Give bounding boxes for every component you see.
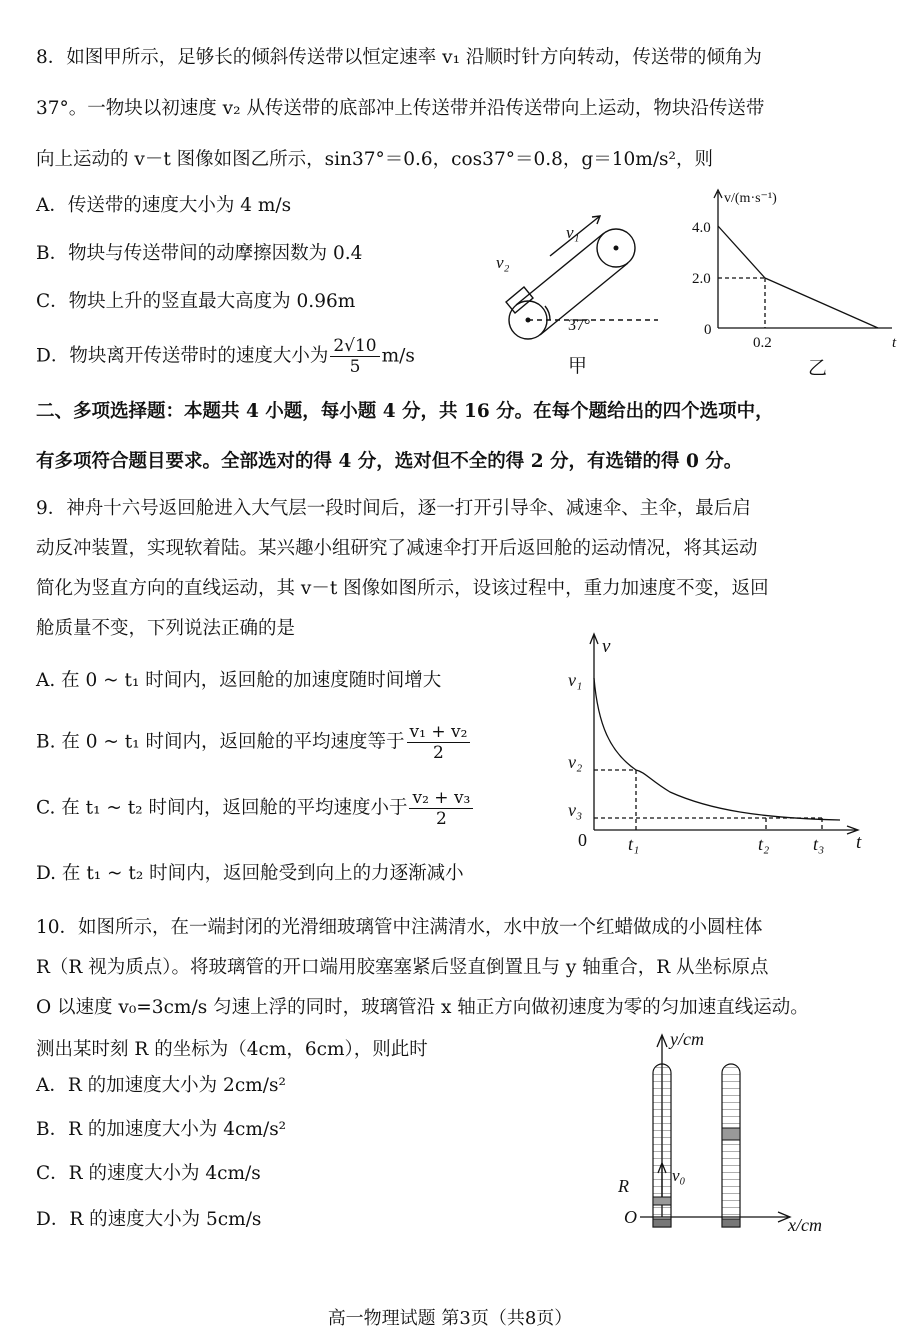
q9-stem-line-4: 舱质量不变，下列说法正确的是 [36, 618, 296, 639]
q8-jia-v1-label: v₁ [566, 223, 580, 242]
q9-stem-line-1: 9．神舟十六号返回舱进入大气层一段时间后，逐一打开引导伞、减速伞、主伞，最后启 [36, 498, 751, 519]
q9-option-b-numerator: v₁ + v₂ [407, 722, 471, 743]
q8-stem-line-3: 向上运动的 v－t 图像如图乙所示，sin37°＝0.6，cos37°＝0.8，g＝10m/s²，则 [36, 149, 713, 170]
q10-option-c: C．R 的速度大小为 4cm/s [36, 1163, 261, 1184]
q10-v0-label: v₀ [672, 1166, 686, 1185]
q10-r-label: R [618, 1176, 629, 1196]
q9-vt-graph [560, 630, 870, 860]
q9-option-c-fraction [409, 788, 473, 829]
q9-graph-ylabel: v [602, 636, 611, 657]
q8-yi-origin: 0 [704, 322, 712, 338]
section2-line-1: 二、多项选择题：本题共 4 小题，每小题 4 分，共 16 分。在每个题给出的四个选项中， [36, 401, 774, 422]
q10-option-b: B．R 的加速度大小为 4cm/s² [36, 1119, 287, 1140]
q9-graph-ytick-v2: v₂ [568, 752, 583, 772]
q10-option-a: A．R 的加速度大小为 2cm/s² [36, 1075, 286, 1096]
q10-tube-figure [610, 1025, 850, 1240]
q9-option-b [36, 722, 472, 763]
q8-jia-caption: 甲 [568, 356, 588, 377]
q9-graph-xtick-t2: t₂ [758, 834, 770, 854]
q10-stem-line-3: O 以速度 v₀=3cm/s 匀速上浮的同时，玻璃管沿 x 轴正方向做初速度为零的匀加速直线运动。 [36, 997, 809, 1018]
q8-option-d-unit: m/s [381, 345, 415, 367]
page-footer: 高一物理试题 第3页（共8页） [327, 1308, 573, 1329]
q9-option-d: D. 在 t₁ ~ t₂ 时间内，返回舱受到向上的力逐渐减小 [36, 863, 464, 884]
q9-graph-xtick-t3: t₃ [813, 834, 825, 854]
q8-option-d-fraction [330, 336, 379, 377]
q8-option-d-denominator: 5 [349, 357, 361, 377]
q9-option-a: A. 在 0 ~ t₁ 时间内，返回舱的加速度随时间增大 [36, 670, 442, 691]
q9-stem-line-3: 简化为竖直方向的直线运动，其 v－t 图像如图所示，设该过程中，重力加速度不变，返回 [36, 578, 769, 599]
q9-option-c-prefix: C. 在 t₁ ~ t₂ 时间内，返回舱的平均速度小于 [36, 797, 408, 819]
q9-graph-xlabel: t [856, 832, 862, 853]
q8-stem-line-2: 37°。一物块以初速度 v₂ 从传送带的底部冲上传送带并沿传送带向上运动，物块沿传送带 [36, 98, 765, 119]
q9-option-b-prefix: B. 在 0 ~ t₁ 时间内，返回舱的平均速度等于 [36, 731, 405, 753]
q8-option-d [36, 336, 415, 377]
q9-stem-line-2: 动反冲装置，实现软着陆。某兴趣小组研究了减速伞打开后返回舱的运动情况，将其运动 [36, 538, 758, 559]
right-glass-tube [722, 1064, 740, 1227]
q9-graph-ytick-v3: v₃ [568, 800, 583, 820]
q9-graph-ytick-v1: v₁ [568, 670, 583, 690]
q8-figure-jia [488, 212, 668, 382]
q10-origin-label: O [624, 1207, 637, 1227]
q8-jia-v2-label: v₂ [496, 253, 510, 272]
q10-ylabel: y/cm [670, 1029, 704, 1049]
q10-stem-line-2: R（R 视为质点）。将玻璃管的开口端用胶塞塞紧后竖直倒置且与 y 轴重合，R 从坐标原点 [36, 957, 769, 978]
q8-yi-ytick-2: 2.0 [692, 271, 711, 287]
q10-stem-line-4: 测出某时刻 R 的坐标为（4cm，6cm），则此时 [36, 1039, 428, 1060]
q9-option-c-numerator: v₂ + v₃ [409, 788, 473, 809]
q8-option-d-prefix: D．物块离开传送带时的速度大小为 [36, 345, 329, 367]
q8-option-a: A．传送带的速度大小为 4 m/s [36, 195, 292, 216]
q8-yi-xlabel: t [892, 335, 897, 351]
q10-option-d: D．R 的速度大小为 5cm/s [36, 1209, 262, 1230]
q8-stem-line-1: 8．如图甲所示，足够长的倾斜传送带以恒定速率 v₁ 沿顺时针方向转动，传送带的倾角为 [36, 47, 762, 68]
q8-yi-caption: 乙 [808, 358, 828, 379]
q8-option-b: B．物块与传送带间的动摩擦因数为 0.4 [36, 243, 363, 264]
q9-option-c-denominator: 2 [436, 809, 447, 829]
q10-xlabel: x/cm [788, 1215, 822, 1235]
q8-yi-ylabel: v/(m·s⁻¹) [724, 191, 777, 206]
q9-option-b-fraction [407, 722, 471, 763]
q10-stem-line-1: 10．如图所示，在一端封闭的光滑细玻璃管中注满清水，水中放一个红蜡做成的小圆柱体 [36, 917, 763, 938]
q8-yi-ytick-4: 4.0 [692, 220, 711, 236]
q9-option-c [36, 788, 475, 829]
q8-option-d-numerator: 2√10 [330, 336, 379, 357]
q9-graph-xtick-t1: t₁ [628, 834, 640, 854]
q9-graph-origin: 0 [578, 830, 587, 850]
left-glass-tube [653, 1064, 671, 1227]
q8-option-c: C．物块上升的竖直最大高度为 0.96m [36, 291, 356, 312]
q9-option-b-denominator: 2 [433, 743, 444, 763]
section2-line-2: 有多项符合题目要求。全部选对的得 4 分，选对但不全的得 2 分，有选错的得 0 分。 [36, 451, 743, 472]
q8-figure-yi [690, 186, 900, 382]
q8-jia-angle-label: 37° [568, 317, 591, 334]
q8-yi-xtick-02: 0.2 [753, 335, 772, 351]
